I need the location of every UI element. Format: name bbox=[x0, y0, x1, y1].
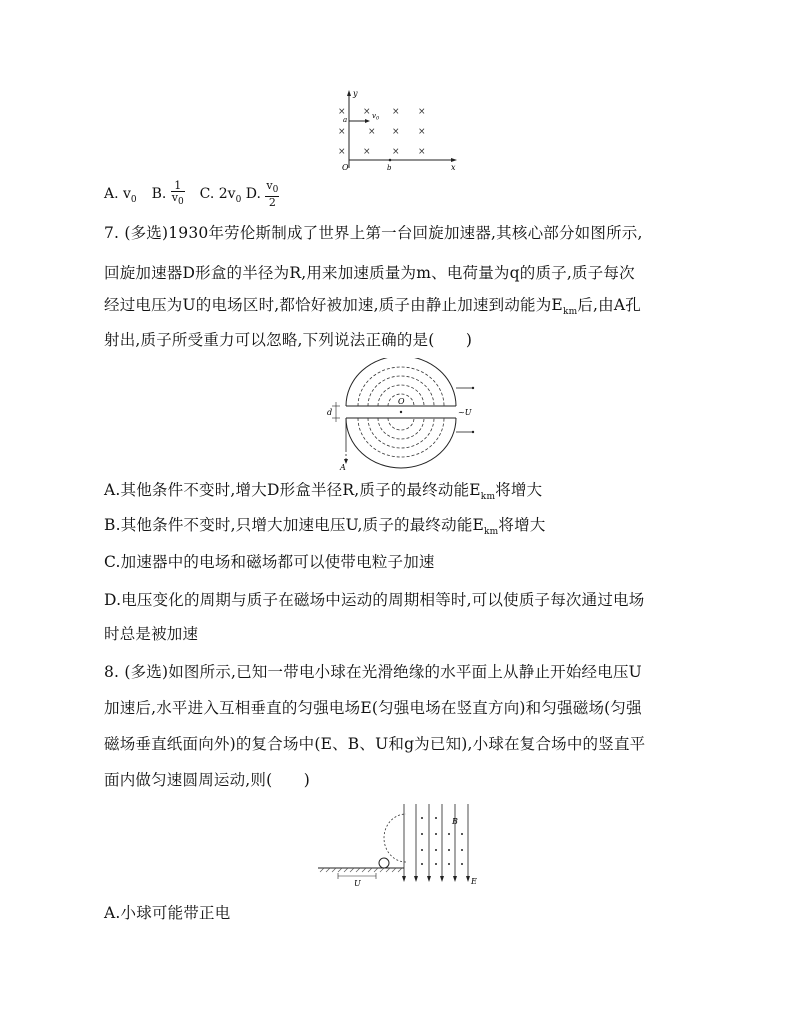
point-b-label: b bbox=[387, 164, 392, 172]
field-marks bbox=[338, 107, 426, 157]
point-a-label: a bbox=[343, 116, 348, 124]
charged-ball bbox=[379, 858, 389, 868]
q7-option-d-line-2: 时总是被加速 bbox=[104, 625, 199, 643]
velocity-label: $v_0$ bbox=[372, 112, 380, 122]
axis-y-label: y bbox=[353, 89, 358, 98]
field-mark: × bbox=[368, 127, 376, 137]
q8-line-2: 加速后,水平进入互相垂直的匀强电场E(匀强电场在竖直方向)和匀强磁场(匀强 bbox=[104, 699, 642, 717]
field-mark: × bbox=[392, 127, 400, 137]
origin-label: O bbox=[342, 163, 349, 172]
label-U: ~U bbox=[458, 408, 472, 417]
option-a: A. $v_0$ bbox=[104, 186, 137, 205]
label-B: B bbox=[452, 817, 458, 826]
field-mark: × bbox=[338, 107, 346, 117]
field-mark: × bbox=[418, 147, 426, 157]
field-mark: × bbox=[392, 107, 400, 117]
figure-cyclotron bbox=[322, 358, 482, 473]
q6-options bbox=[104, 180, 279, 210]
q7-line-4: 射出,质子所受重力可以忽略,下列说法正确的是( ) bbox=[104, 331, 473, 349]
figure-magnetic-field-xy bbox=[330, 88, 460, 173]
label-O: O bbox=[398, 397, 405, 406]
q8-line-1: 8. (多选)如图所示,已知一带电小球在光滑绝缘的水平面上从静止开始经电压U bbox=[104, 663, 642, 681]
field-mark: × bbox=[418, 127, 426, 137]
field-mark: × bbox=[338, 147, 346, 157]
label-U: U bbox=[354, 879, 361, 888]
label-A: A bbox=[340, 463, 346, 472]
q8-option-a: A.小球可能带正电 bbox=[104, 904, 231, 922]
option-b: B. $\frac{1}{v_0}$ bbox=[151, 179, 184, 208]
q7-option-c: C.加速器中的电场和磁场都可以使带电粒子加速 bbox=[104, 553, 435, 571]
q8-line-4: 面内做匀速圆周运动,则( ) bbox=[104, 771, 311, 789]
q7-option-d-line-1: D.电压变化的周期与质子在磁场中运动的周期相等时,可以使质子每次通过电场 bbox=[104, 591, 645, 609]
field-mark: × bbox=[363, 107, 371, 117]
q7-line-1: 7. (多选)1930年劳伦斯制成了世界上第一台回旋加速器,其核心部分如图所示, bbox=[104, 224, 643, 242]
point-b-dot bbox=[389, 159, 392, 162]
option-c: C. $2v_0$ bbox=[199, 186, 242, 205]
field-mark: × bbox=[392, 147, 400, 157]
label-E: E bbox=[471, 877, 477, 886]
axis-x-label: x bbox=[451, 163, 456, 172]
q7-line-3: 经过电压为U的电场区时,都恰好被加速,质子由静止加速到动能为$E_{km}$后,由A孔 bbox=[104, 296, 641, 318]
field-mark: × bbox=[338, 127, 346, 137]
field-mark: × bbox=[418, 107, 426, 117]
figure-composite-field bbox=[316, 800, 486, 888]
q7-option-b: B.其他条件不变时,只增大加速电压U,质子的最终动能$E_{km}$将增大 bbox=[104, 516, 546, 538]
field-mark: × bbox=[363, 147, 371, 157]
q7-option-a: A.其他条件不变时,增大D形盒半径R,质子的最终动能$E_{km}$将增大 bbox=[104, 481, 543, 503]
q8-line-3: 磁场垂直纸面向外)的复合场中(E、B、U和g为已知),小球在复合场中的竖直平 bbox=[104, 735, 646, 753]
label-d: d bbox=[327, 408, 333, 417]
q7-line-2: 回旋加速器D形盒的半径为R,用来加速质量为m、电荷量为q的质子,质子每次 bbox=[104, 264, 635, 282]
option-d: D. $\frac{v_0}{2}$ bbox=[245, 179, 279, 210]
